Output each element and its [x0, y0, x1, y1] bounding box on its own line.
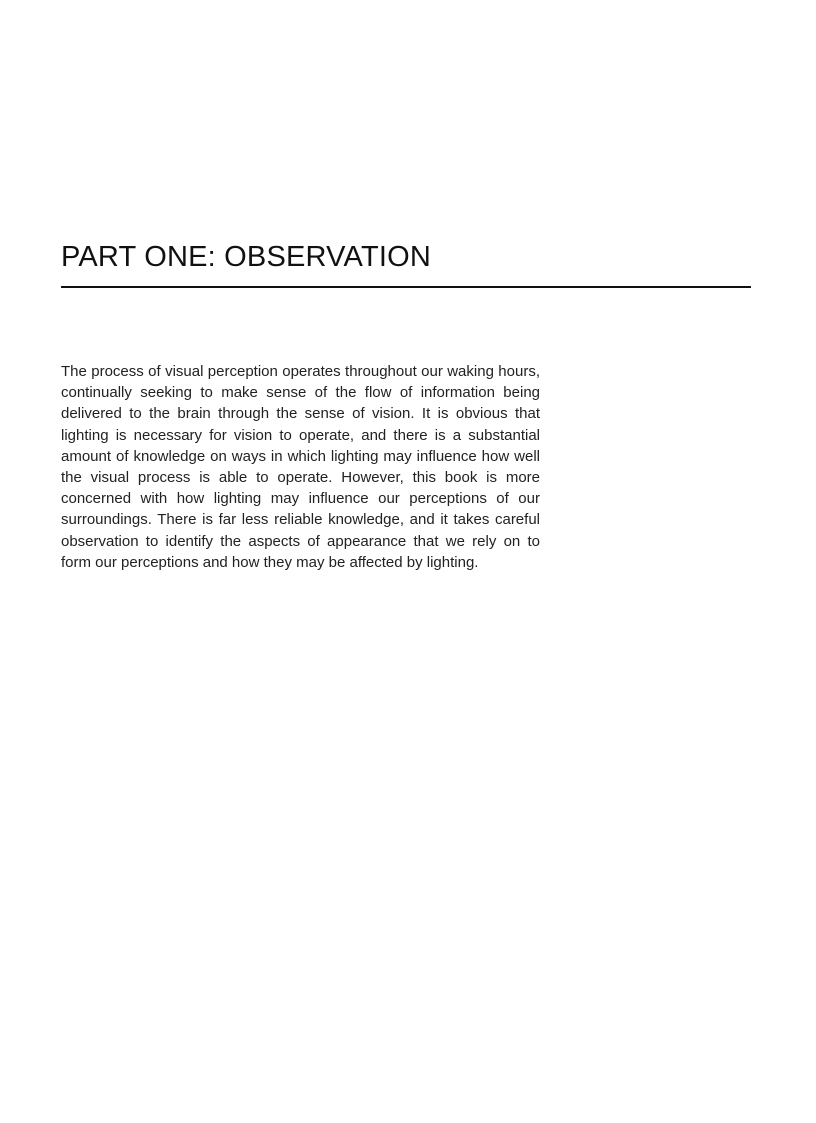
part-title: PART ONE: OBSERVATION [61, 241, 432, 273]
intro-paragraph: The process of visual perception operates throughout our waking hours, continually seeking to make sense of the flow of information being delivered to the brain through the sense of vision. It is obvious that lighting is necessary for vision to operate, and there is a substantial amount of knowledge on ways in which lighting may influence how well the visual process is able to operate. However, this book is more concerned with how lighting may influence our perceptions of our surroundings. There is far less reliable knowledge, and it takes careful observation to identify the aspects of appearance that we rely on to form our perceptions and how they may be affected by lighting. [61, 363, 540, 571]
title-divider [61, 286, 751, 288]
